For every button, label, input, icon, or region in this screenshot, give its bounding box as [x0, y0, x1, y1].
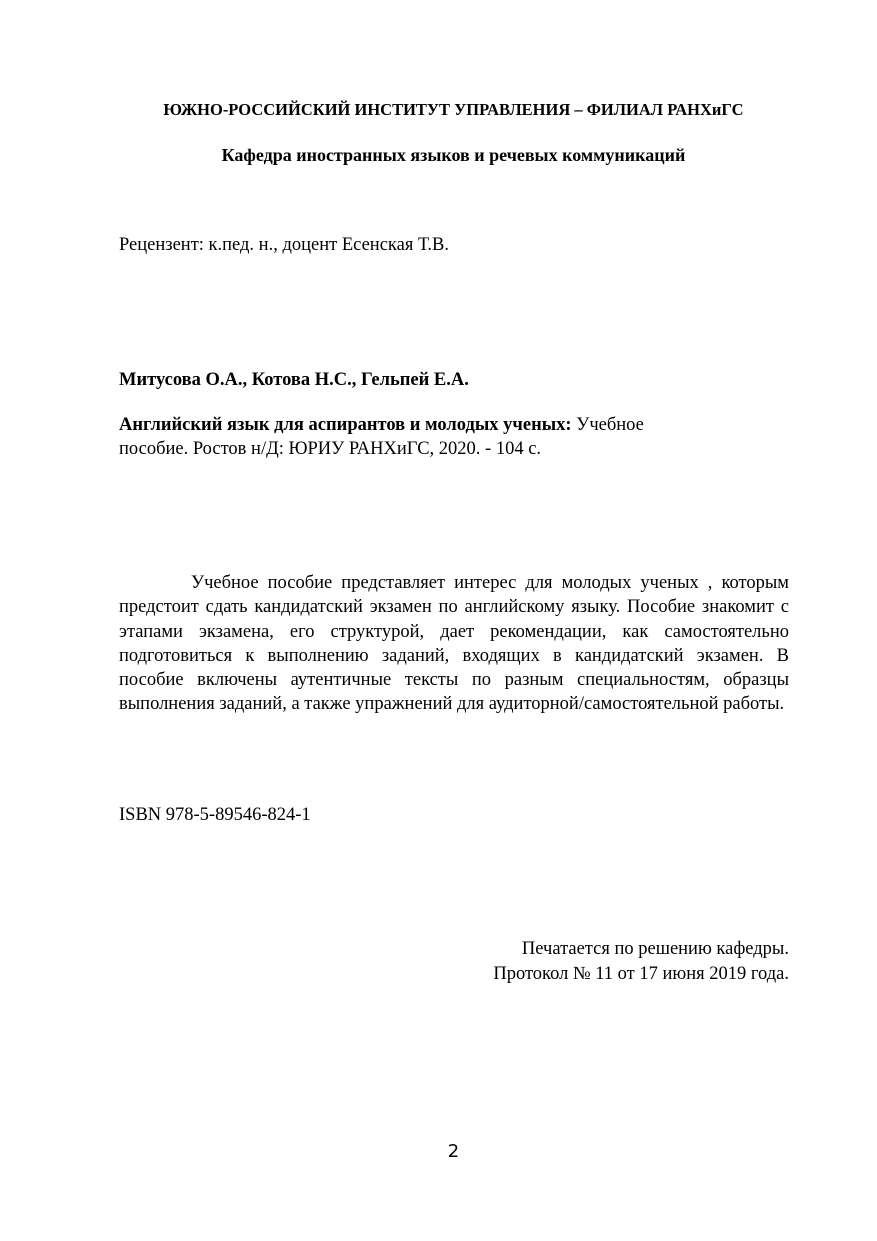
approval-note: [493, 937, 789, 987]
approval-line-2: Протокол № 11 от 17 июня 2019 года.: [493, 964, 789, 984]
book-citation: [119, 413, 759, 461]
reviewer-line: Рецензент: к.пед. н., доцент Есенская Т.В.: [119, 235, 449, 255]
institute-header: ЮЖНО-РОССИЙСКИЙ ИНСТИТУТ УПРАВЛЕНИЯ – ФИЛИАЛ РАНХиГС: [163, 100, 744, 119]
book-title: Английский язык для аспирантов и молодых ученых:: [119, 415, 572, 435]
book-description-end: пособие. Ростов н/Д: ЮРИУ РАНХиГС, 2020. - 104 с.: [119, 439, 542, 459]
book-description-start: Учебное: [571, 415, 644, 435]
isbn-line: ISBN 978-5-89546-824-1: [119, 805, 311, 825]
department-header: Кафедра иностранных языков и речевых коммуникаций: [221, 145, 686, 165]
authors-line: Митусова О.А., Котова Н.С., Гельпей Е.А.: [119, 370, 469, 390]
page-number: 2: [447, 1141, 460, 1162]
abstract-paragraph: Учебное пособие представляет интерес для молодых ученых , которым предстоит сдать кандидатский экзамен по английскому языку. Пособие знакомит с этапами экзамена, его структурой, дает рекомендации, как самостоятельно подготовиться к выполнению заданий, входящих в кандидатский экзамен. В пособие включены аутентичные тексты по разным специальностям, образцы выполнения заданий, а также упражнений для аудиторной/самостоятельной работы.: [119, 573, 789, 715]
citation-line-1: [119, 413, 759, 437]
approval-line-1: Печатается по решению кафедры.: [521, 939, 789, 959]
